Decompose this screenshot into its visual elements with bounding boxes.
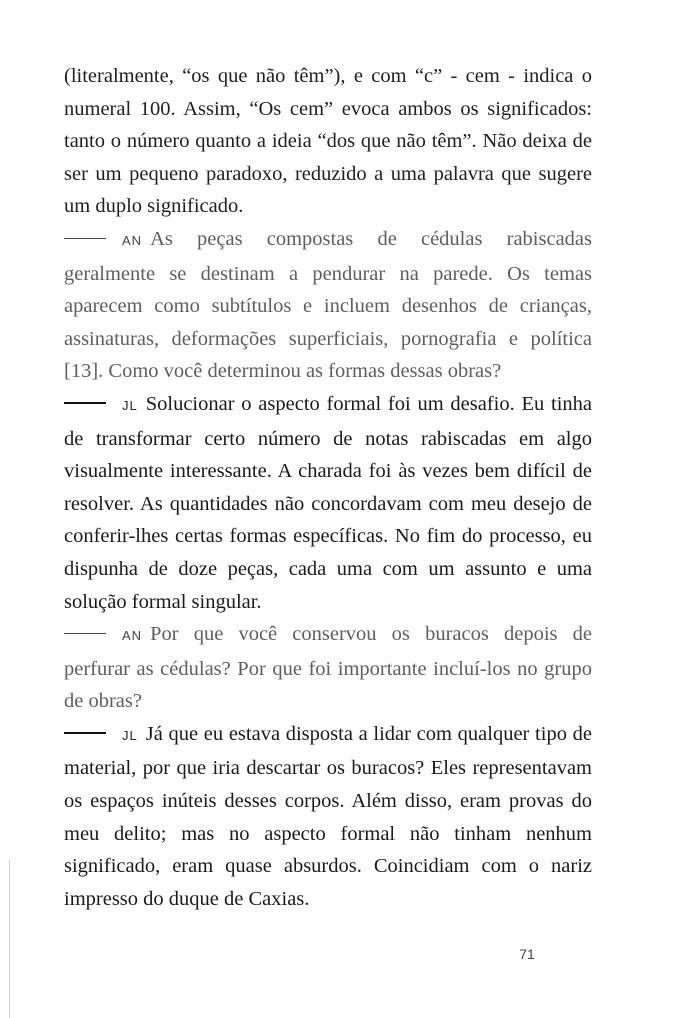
interview-question-2: [64, 618, 592, 718]
interview-answer-2: [64, 718, 592, 916]
binding-edge-line: [9, 860, 10, 1018]
paragraph-text: Já que eu estava disposta a lidar com qualquer tipo de material, por que iria descartar os buracos? Eles representavam os espaços inúteis desses corpos. Além disso, eram provas do meu delito; mas no aspecto formal não tinham nenhum significado, eram quase absurdos. Coincidiam com o nariz impresso do duque de Caxias.: [64, 722, 592, 910]
speaker-label: JL: [122, 727, 138, 743]
speaker-dash: [64, 238, 106, 239]
speaker-dash: [64, 402, 106, 404]
speaker-label: AN: [122, 628, 143, 644]
paragraph-text: Solucionar o aspecto formal foi um desafio. Eu tinha de transformar certo número de notas rabiscadas em algo visualmente interessante. A charada foi às vezes bem difícil de resolver. As quantidades não concordavam com meu desejo de conferir-lhes certas formas específicas. No fim do processo, eu dispunha de doze peças, cada uma com um assunto e uma solução formal singular.: [64, 392, 592, 613]
speaker-label: JL: [122, 397, 138, 413]
interview-answer-1: [64, 388, 592, 618]
page-number: 71: [519, 946, 535, 962]
paragraph-text: (literalmente, “os que não têm”), e com “c” - cem - indica o numeral 100. Assim, “Os cem” evoca ambos os significados: tanto o número quanto a ideia “dos que não têm”. Não deixa de ser um pequeno paradoxo, reduzido a uma palavra que sugere um duplo significado.: [64, 65, 592, 218]
paragraph-text: As peças compostas de cédulas rabiscadas geralmente se destinam a pendurar na parede. Os temas aparecem como subtítulos e incluem desenhos de crianças, assinaturas, deformações superficiais, pornografia e política [13]. Como você determinou as formas dessas obras?: [64, 227, 592, 383]
text-column: [64, 60, 592, 915]
speaker-label: AN: [122, 232, 143, 248]
speaker-dash: [64, 633, 106, 634]
interview-question-1: [64, 223, 592, 388]
speaker-dash: [64, 732, 106, 734]
paragraph-continuation: [64, 60, 592, 223]
paragraph-text: Por que você conservou os buracos depois de perfurar as cédulas? Por que foi importante incluí-los no grupo de obras?: [64, 623, 592, 713]
